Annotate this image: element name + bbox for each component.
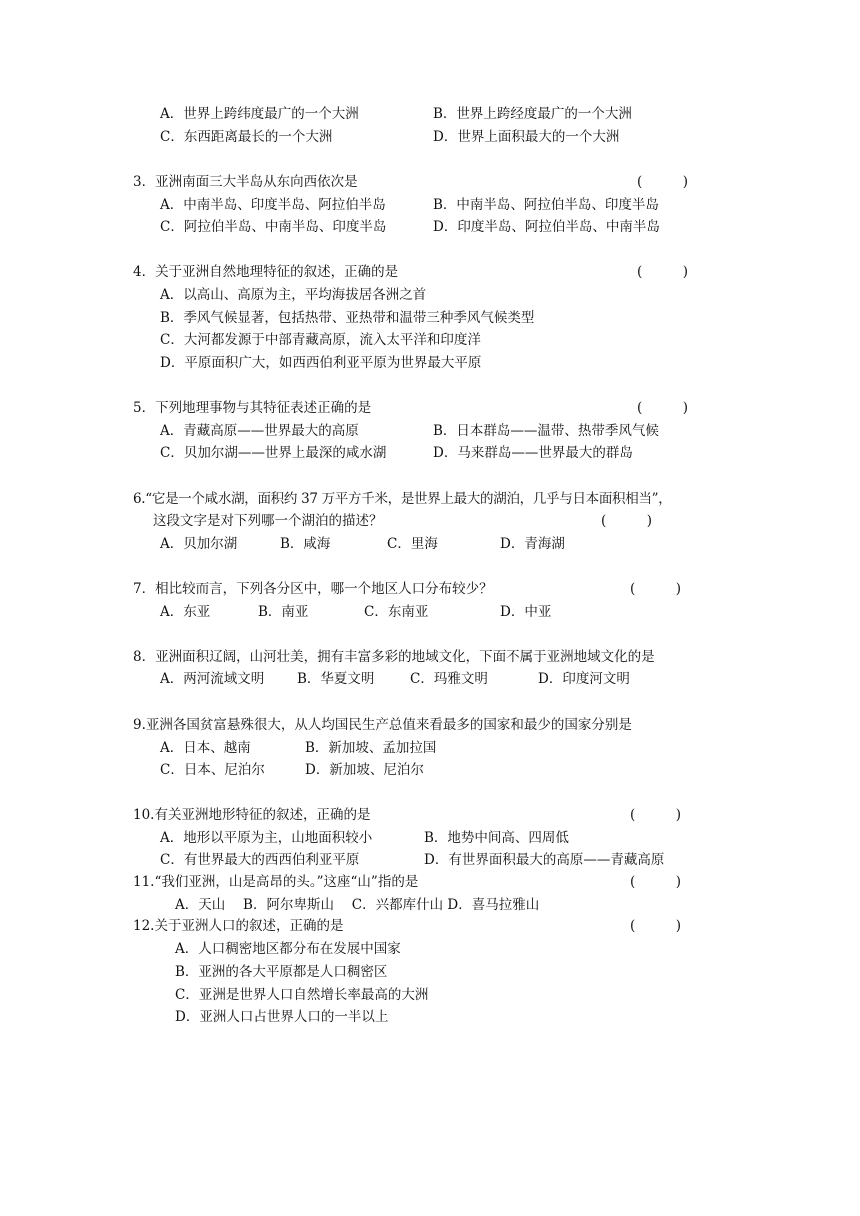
q5-stem: 5．下列地理事物与其特征表述正确的是: [133, 400, 372, 416]
q6-option-c: C．里海: [387, 536, 438, 552]
q8-option-b: B．华夏文明: [297, 671, 375, 687]
q5-option-b: B．日本群岛——温带、热带季风气候: [433, 423, 659, 439]
q5-option-c: C．贝加尔湖——世界上最深的咸水湖: [160, 445, 387, 461]
q4-option-d: D．平原面积广大，如西西伯利亚平原为世界最大平原: [160, 355, 482, 371]
q11-options: A．天山 B．阿尔卑斯山 C．兴都库什山 D．喜马拉雅山: [175, 897, 540, 913]
q7-option-d: D．中亚: [500, 604, 552, 620]
q4-stem: 4．关于亚洲自然地理特征的叙述，正确的是: [133, 264, 399, 280]
q7-option-b: B．南亚: [258, 604, 309, 620]
q10-option-d: D．有世界面积最大的高原——青藏高原: [424, 852, 665, 868]
q3-answer-blank: ( ): [637, 174, 689, 190]
q3-option-b: B．中南半岛、阿拉伯半岛、印度半岛: [433, 197, 659, 213]
q8-stem: 8．亚洲面积辽阔，山河壮美，拥有丰富多彩的地域文化，下面不属于亚洲地域文化的是: [133, 649, 655, 665]
q6-option-b: B．咸海: [280, 536, 331, 552]
q7-option-a: A．东亚: [160, 604, 211, 620]
q3-option-d: D．印度半岛、阿拉伯半岛、中南半岛: [433, 219, 660, 235]
q10-answer-blank: ( ): [630, 807, 682, 823]
q3-stem: 3．亚洲南面三大半岛从东向西依次是: [133, 174, 358, 190]
q10-option-a: A．地形以平原为主，山地面积较小: [160, 830, 373, 846]
q3-option-c: C．阿拉伯半岛、中南半岛、印度半岛: [160, 219, 387, 235]
q10-option-b: B．地势中间高、四周低: [424, 830, 569, 846]
q5-option-d: D．马来群岛——世界最大的群岛: [433, 445, 633, 461]
q3-option-a: A．中南半岛、印度半岛、阿拉伯半岛: [160, 197, 386, 213]
q6-stem: 6.“它是一个咸水湖，面积约 37 万平方千米，是世界上最大的湖泊，几乎与日本面积相当”，: [133, 491, 672, 507]
q6-option-d: D．青海湖: [500, 536, 565, 552]
q6-answer-blank: ( ): [601, 513, 653, 529]
q11-answer-blank: ( ): [630, 874, 682, 890]
q4-option-c: C．大河都发源于中部青藏高原，流入太平洋和印度洋: [160, 332, 481, 348]
q1-option-c: C．东西距离最长的一个大洲: [160, 129, 333, 145]
q9-stem: 9.亚洲各国贫富悬殊很大，从人均国民生产总值来看最多的国家和最少的国家分别是: [133, 717, 632, 733]
q5-option-a: A．青藏高原——世界最大的高原: [160, 423, 359, 439]
q10-stem: 10.有关亚洲地形特征的叙述，正确的是: [133, 807, 371, 823]
q12-option-b: B．亚洲的各大平原都是人口稠密区: [175, 964, 388, 980]
q6-stem-continued: 这段文字是对下列哪一个湖泊的描述？: [153, 513, 383, 529]
q12-option-a: A．人口稠密地区都分布在发展中国家: [175, 941, 401, 957]
q4-answer-blank: ( ): [637, 264, 689, 280]
q5-answer-blank: ( ): [637, 400, 689, 416]
q1-option-d: D．世界上面积最大的一个大洲: [433, 129, 620, 145]
q8-option-d: D．印度河文明: [538, 671, 630, 687]
q9-option-a: A．日本、越南: [160, 740, 251, 756]
q9-option-d: D．新加坡、尼泊尔: [305, 762, 424, 778]
q6-option-a: A．贝加尔湖: [160, 536, 238, 552]
q8-option-c: C．玛雅文明: [410, 671, 488, 687]
q4-option-a: A．以高山、高原为主，平均海拔居各洲之首: [160, 287, 427, 303]
q10-option-c: C．有世界最大的西西伯利亚平原: [160, 852, 360, 868]
q7-option-c: C．东南亚: [364, 604, 429, 620]
q12-option-d: D．亚洲人口占世界人口的一半以上: [175, 1009, 389, 1025]
q12-stem: 12.关于亚洲人口的叙述，正确的是: [133, 918, 344, 934]
q7-answer-blank: ( ): [630, 581, 682, 597]
q12-answer-blank: ( ): [630, 918, 682, 934]
q12-option-c: C．亚洲是世界人口自然增长率最高的大洲: [175, 987, 429, 1003]
q7-stem: 7．相比较而言，下列各分区中，哪一个地区人口分布较少？: [133, 581, 493, 597]
q8-option-a: A．两河流域文明: [160, 671, 265, 687]
q1-option-a: A．世界上跨纬度最广的一个大洲: [160, 106, 359, 122]
q1-option-b: B．世界上跨经度最广的一个大洲: [433, 106, 632, 122]
q11-stem: 11.“我们亚洲，山是高昂的头。”这座“山”指的是: [133, 874, 419, 890]
q9-option-b: B．新加坡、孟加拉国: [305, 740, 437, 756]
q9-option-c: C．日本、尼泊尔: [160, 762, 265, 778]
q4-option-b: B．季风气候显著，包括热带、亚热带和温带三种季风气候类型: [160, 310, 535, 326]
